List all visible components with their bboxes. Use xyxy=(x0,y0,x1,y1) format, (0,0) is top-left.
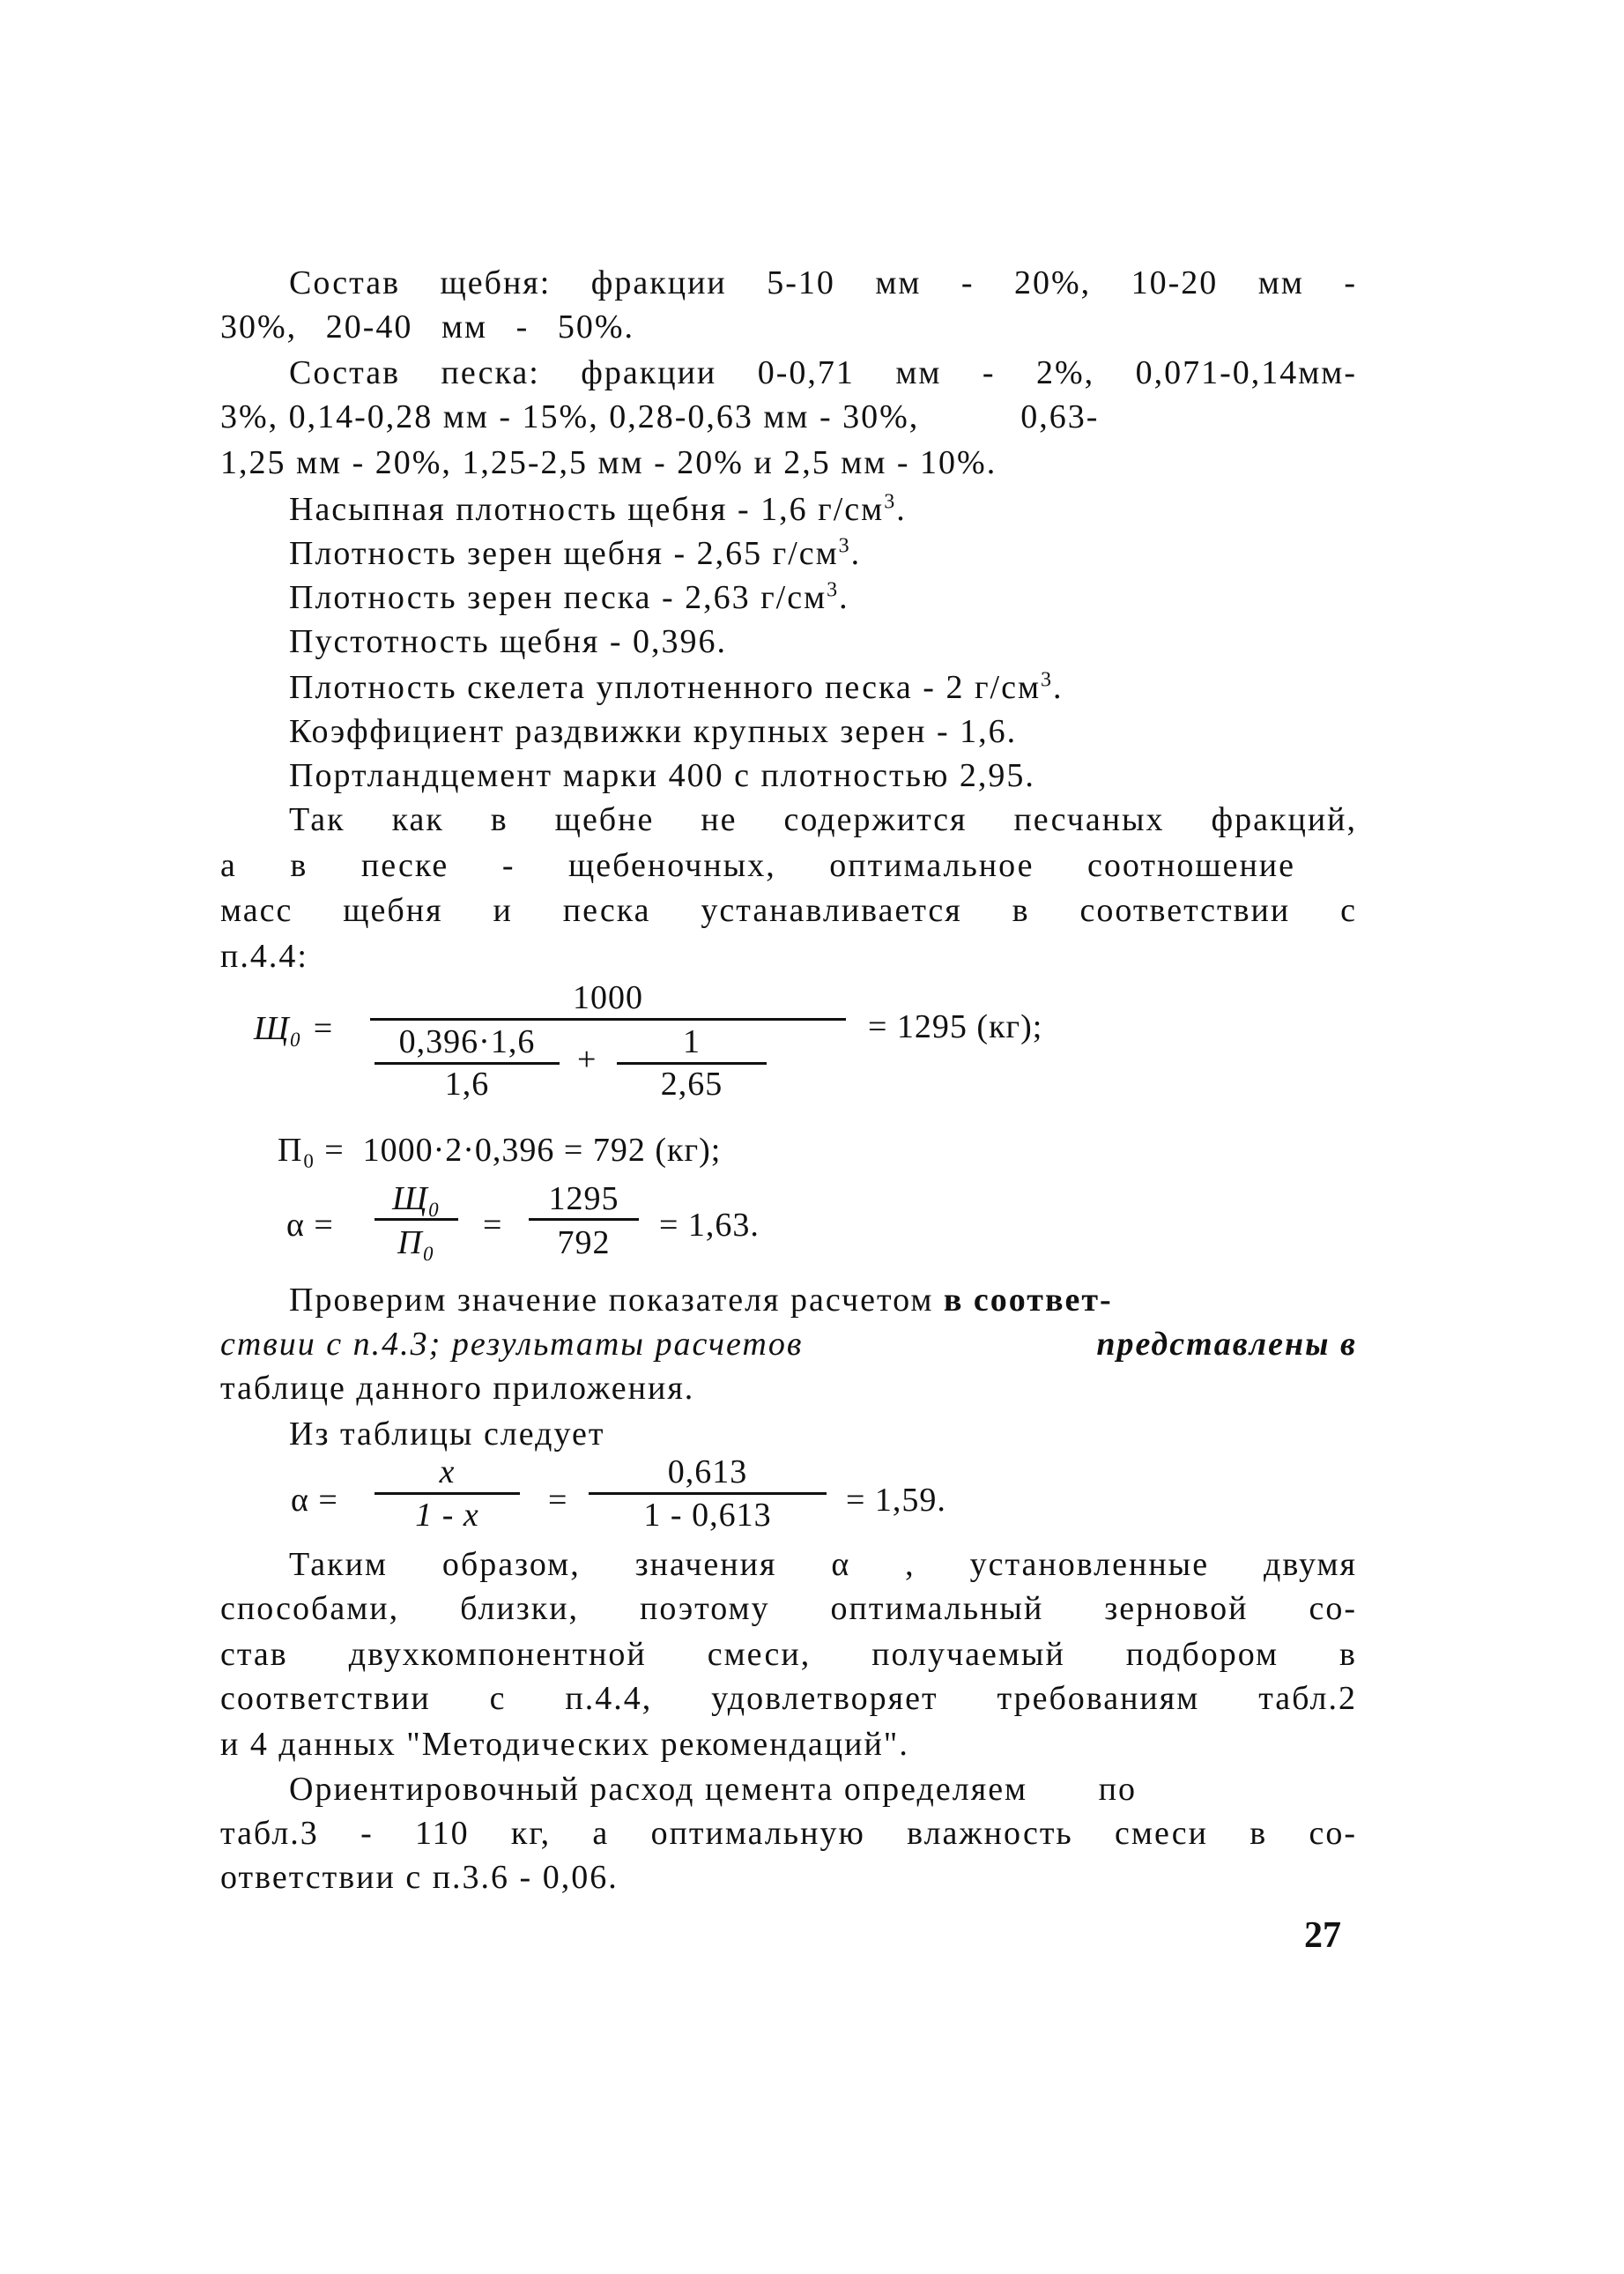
fraction-bar xyxy=(374,1492,520,1495)
inner-denominator: 1,6 xyxy=(444,1066,490,1103)
text-line: табл.3 - 110 кг, а оптимальную влажность смеси в со- xyxy=(220,1815,1357,1852)
plus-sign: + xyxy=(577,1041,597,1078)
fraction-denominator: П₀ xyxy=(397,1224,435,1261)
text-line: п.4.4: xyxy=(220,938,308,975)
fraction-bar xyxy=(370,1018,846,1021)
text-line: Состав щебня: фракции 5-10 мм - 20%, 10-20 мм - xyxy=(289,264,1357,301)
text-line: таблице данного приложения. xyxy=(220,1370,695,1407)
period: . xyxy=(1053,669,1064,706)
text-line: 30%, 20-40 мм - 50%. xyxy=(220,308,634,346)
equals-sign: = xyxy=(483,1207,503,1244)
line-text-italic: ствии с п.4.3; результаты расчетов xyxy=(220,1326,804,1363)
text-line: став двухкомпонентной смеси, получаемый подбором в xyxy=(220,1636,1357,1673)
text-line: соответствии с п.4.4, удовлетворяет требованиям табл.2 xyxy=(220,1680,1357,1717)
formula-result: = 1,59. xyxy=(846,1482,946,1519)
text-line: а в песке - щебеночных, оптимальное соотношение xyxy=(220,847,1295,884)
line-text: Плотность скелета уплотненного песка - 2 г/см xyxy=(289,669,1042,706)
formula-result: = 1,63. xyxy=(659,1207,760,1244)
text-line: Пустотность щебня - 0,396. xyxy=(289,623,728,660)
line-text: Проверим значение показателя расчетом xyxy=(289,1282,944,1319)
formula-lhs: α = xyxy=(286,1207,334,1244)
text-line: Ориентировочный расход цемента определяем по xyxy=(289,1771,1137,1808)
superscript: 3 xyxy=(1041,668,1054,692)
period: . xyxy=(850,535,862,572)
text-line: 3%, 0,14-0,28 мм - 15%, 0,28-0,63 мм - 30%, 0,63- xyxy=(220,398,1100,435)
line-text: Плотность зерен песка - 2,63 г/см xyxy=(289,579,827,616)
superscript: 3 xyxy=(827,578,840,602)
text-line: Коэффициент раздвижки крупных зерен - 1,6. xyxy=(289,713,1018,750)
text-line xyxy=(289,1278,1357,1322)
text-line: Так как в щебне не содержится песчаных фракций, xyxy=(289,801,1357,838)
period: . xyxy=(839,579,849,616)
fraction-numerator: 1295 xyxy=(548,1180,619,1217)
text-line xyxy=(220,1322,1357,1366)
fraction-numerator: Щ₀ xyxy=(392,1180,441,1217)
period: . xyxy=(896,491,907,528)
fraction-numerator: 0,613 xyxy=(667,1453,748,1490)
formula-lhs: Щ₀ = xyxy=(254,1010,335,1047)
line-text-bold: в соответ- xyxy=(943,1282,1113,1319)
text-line: Таким образом, значения α , установленные двумя xyxy=(289,1546,1357,1583)
fraction-denominator: 792 xyxy=(557,1224,611,1261)
text-line xyxy=(289,531,1357,576)
line-text: Насыпная плотность щебня - 1,6 г/см xyxy=(289,491,885,528)
text-line: Портландцемент марки 400 с плотностью 2,95. xyxy=(289,757,1035,794)
superscript: 3 xyxy=(838,534,851,558)
formula-sand-mass: П₀ = 1000·2·0,396 = 792 (кг); xyxy=(278,1132,722,1169)
page-number: 27 xyxy=(1304,1915,1341,1956)
text-line: масс щебня и песка устанавливается в соответствии с xyxy=(220,892,1357,929)
text-line: Состав песка: фракции 0-0,71 мм - 2%, 0,071-0,14мм- xyxy=(289,354,1357,391)
text-line: Из таблицы следует xyxy=(289,1416,605,1453)
text-line: 1,25 мм - 20%, 1,25-2,5 мм - 20% и 2,5 мм - 10%. xyxy=(220,444,997,481)
formula-lhs: α = xyxy=(291,1482,338,1519)
fraction-bar xyxy=(529,1218,639,1221)
inner-numerator: 0,396·1,6 xyxy=(398,1023,536,1060)
text-line: способами, близки, поэтому оптимальный зерновой со- xyxy=(220,1590,1357,1627)
formula-numerator: 1000 xyxy=(573,979,643,1016)
fraction-bar xyxy=(374,1218,458,1221)
text-line: ответствии с п.3.6 - 0,06. xyxy=(220,1859,619,1896)
superscript: 3 xyxy=(884,490,897,514)
fraction-numerator: x xyxy=(439,1453,456,1490)
inner-denominator: 2,65 xyxy=(660,1066,723,1103)
text-line xyxy=(289,576,1357,620)
text-line xyxy=(289,665,1357,710)
text-line xyxy=(289,487,1357,531)
fraction-denominator: 1 - 0,613 xyxy=(643,1497,772,1534)
inner-numerator: 1 xyxy=(683,1023,701,1060)
formula-result: = 1295 (кг); xyxy=(868,1008,1043,1045)
fraction-bar xyxy=(589,1492,827,1495)
line-text-bold-italic: представлены в xyxy=(1096,1326,1357,1363)
equals-sign: = xyxy=(548,1482,568,1519)
line-text: Плотность зерен щебня - 2,65 г/см xyxy=(289,535,839,572)
text-line: и 4 данных "Методических рекомендаций". xyxy=(220,1726,909,1763)
fraction-denominator: 1 - x xyxy=(415,1497,479,1534)
